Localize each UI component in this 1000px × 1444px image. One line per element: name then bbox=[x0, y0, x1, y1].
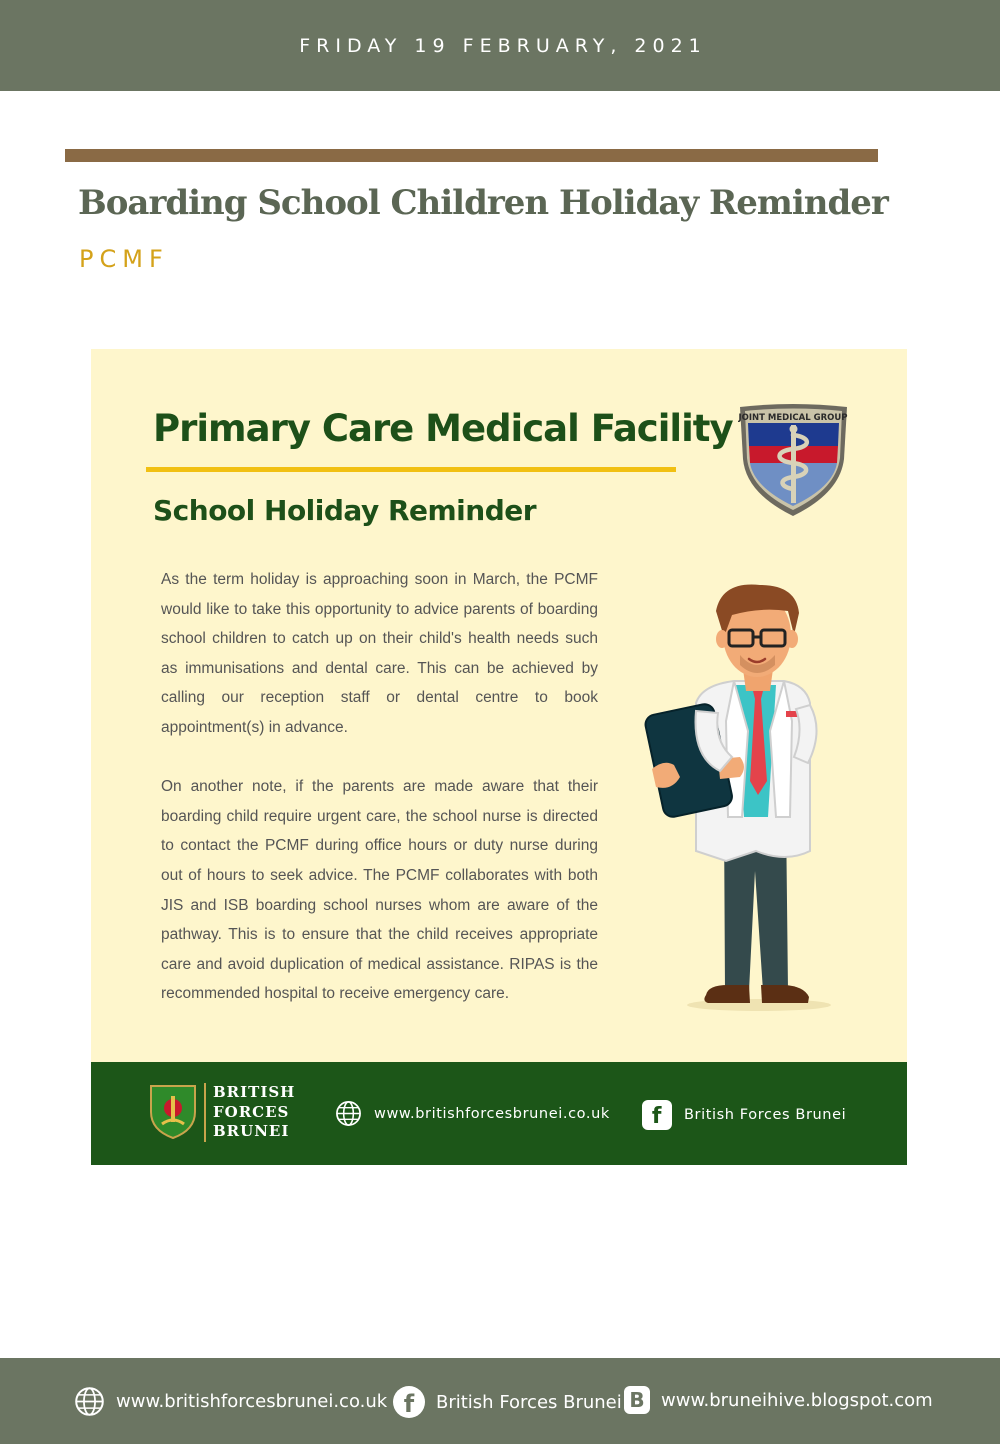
reminder-poster bbox=[91, 349, 907, 1165]
post-title: Boarding School Children Holiday Reminder bbox=[78, 183, 888, 223]
title-divider bbox=[65, 149, 878, 162]
footer-facebook-text: British Forces Brunei bbox=[436, 1391, 622, 1413]
body-paragraph-2: On another note, if the parents are made aware that their boarding child require urgent care, the school nurse is directed to contact the PCMF during office hours or duty nurse during out of hours to seek advice. The PCMF collaborates with both JIS and ISB boarding school nurses whom are aware of the pathway. This is to ensure that the child receives appropriate care and avoid duplication of medical assistance. RIPAS is the recommended hospital to receive emergency care. bbox=[161, 778, 598, 1003]
bottom-links-bar bbox=[0, 1358, 1000, 1444]
top-date-bar bbox=[0, 0, 1000, 91]
poster-website-text: www.britishforcesbrunei.co.uk bbox=[374, 1105, 610, 1122]
footer-website-text: www.britishforcesbrunei.co.uk bbox=[116, 1391, 388, 1412]
poster-subtitle: School Holiday Reminder bbox=[153, 494, 537, 527]
badge-text: JOINT MEDICAL GROUP bbox=[738, 413, 848, 423]
bfb-logo-line-2: FORCES bbox=[213, 1102, 290, 1121]
footer-blog-link[interactable] bbox=[624, 1386, 933, 1414]
globe-icon bbox=[74, 1386, 105, 1417]
poster-body bbox=[161, 565, 598, 1009]
facility-title: Primary Care Medical Facility bbox=[153, 407, 733, 450]
footer-website-link[interactable] bbox=[74, 1386, 387, 1417]
footer-facebook-link[interactable] bbox=[393, 1386, 622, 1418]
body-paragraph-1: As the term holiday is approaching soon in March, the PCMF would like to take this opportunity to advice parents of boarding school children to catch up on their child's health needs such as immunisations and dental care. This can be achieved by calling our reception staff or dental centre to book appointment(s) in advance. bbox=[161, 571, 598, 736]
globe-icon bbox=[335, 1100, 362, 1127]
facebook-icon: f bbox=[642, 1100, 672, 1130]
jmg-badge-icon bbox=[736, 401, 851, 519]
blogger-icon: B bbox=[624, 1386, 650, 1414]
footer-blog-text: www.bruneihive.blogspot.com bbox=[661, 1389, 933, 1411]
facebook-icon: f bbox=[393, 1386, 425, 1418]
doctor-illustration bbox=[636, 581, 871, 1016]
poster-facebook-link[interactable] bbox=[642, 1100, 846, 1130]
bfb-crest-icon bbox=[149, 1084, 197, 1139]
bfb-logo-text bbox=[204, 1083, 295, 1142]
bfb-logo-line-3: BRUNEI bbox=[213, 1122, 290, 1140]
poster-website-link[interactable] bbox=[335, 1100, 610, 1127]
post-date: FRIDAY 19 FEBRUARY, 2021 bbox=[299, 34, 707, 57]
poster-footer bbox=[91, 1062, 907, 1165]
poster-facebook-text: British Forces Brunei bbox=[684, 1107, 847, 1123]
bfb-logo-line-1: BRITISH bbox=[213, 1083, 296, 1101]
heading-underline bbox=[146, 467, 676, 472]
post-tag[interactable]: PCMF bbox=[79, 245, 169, 273]
